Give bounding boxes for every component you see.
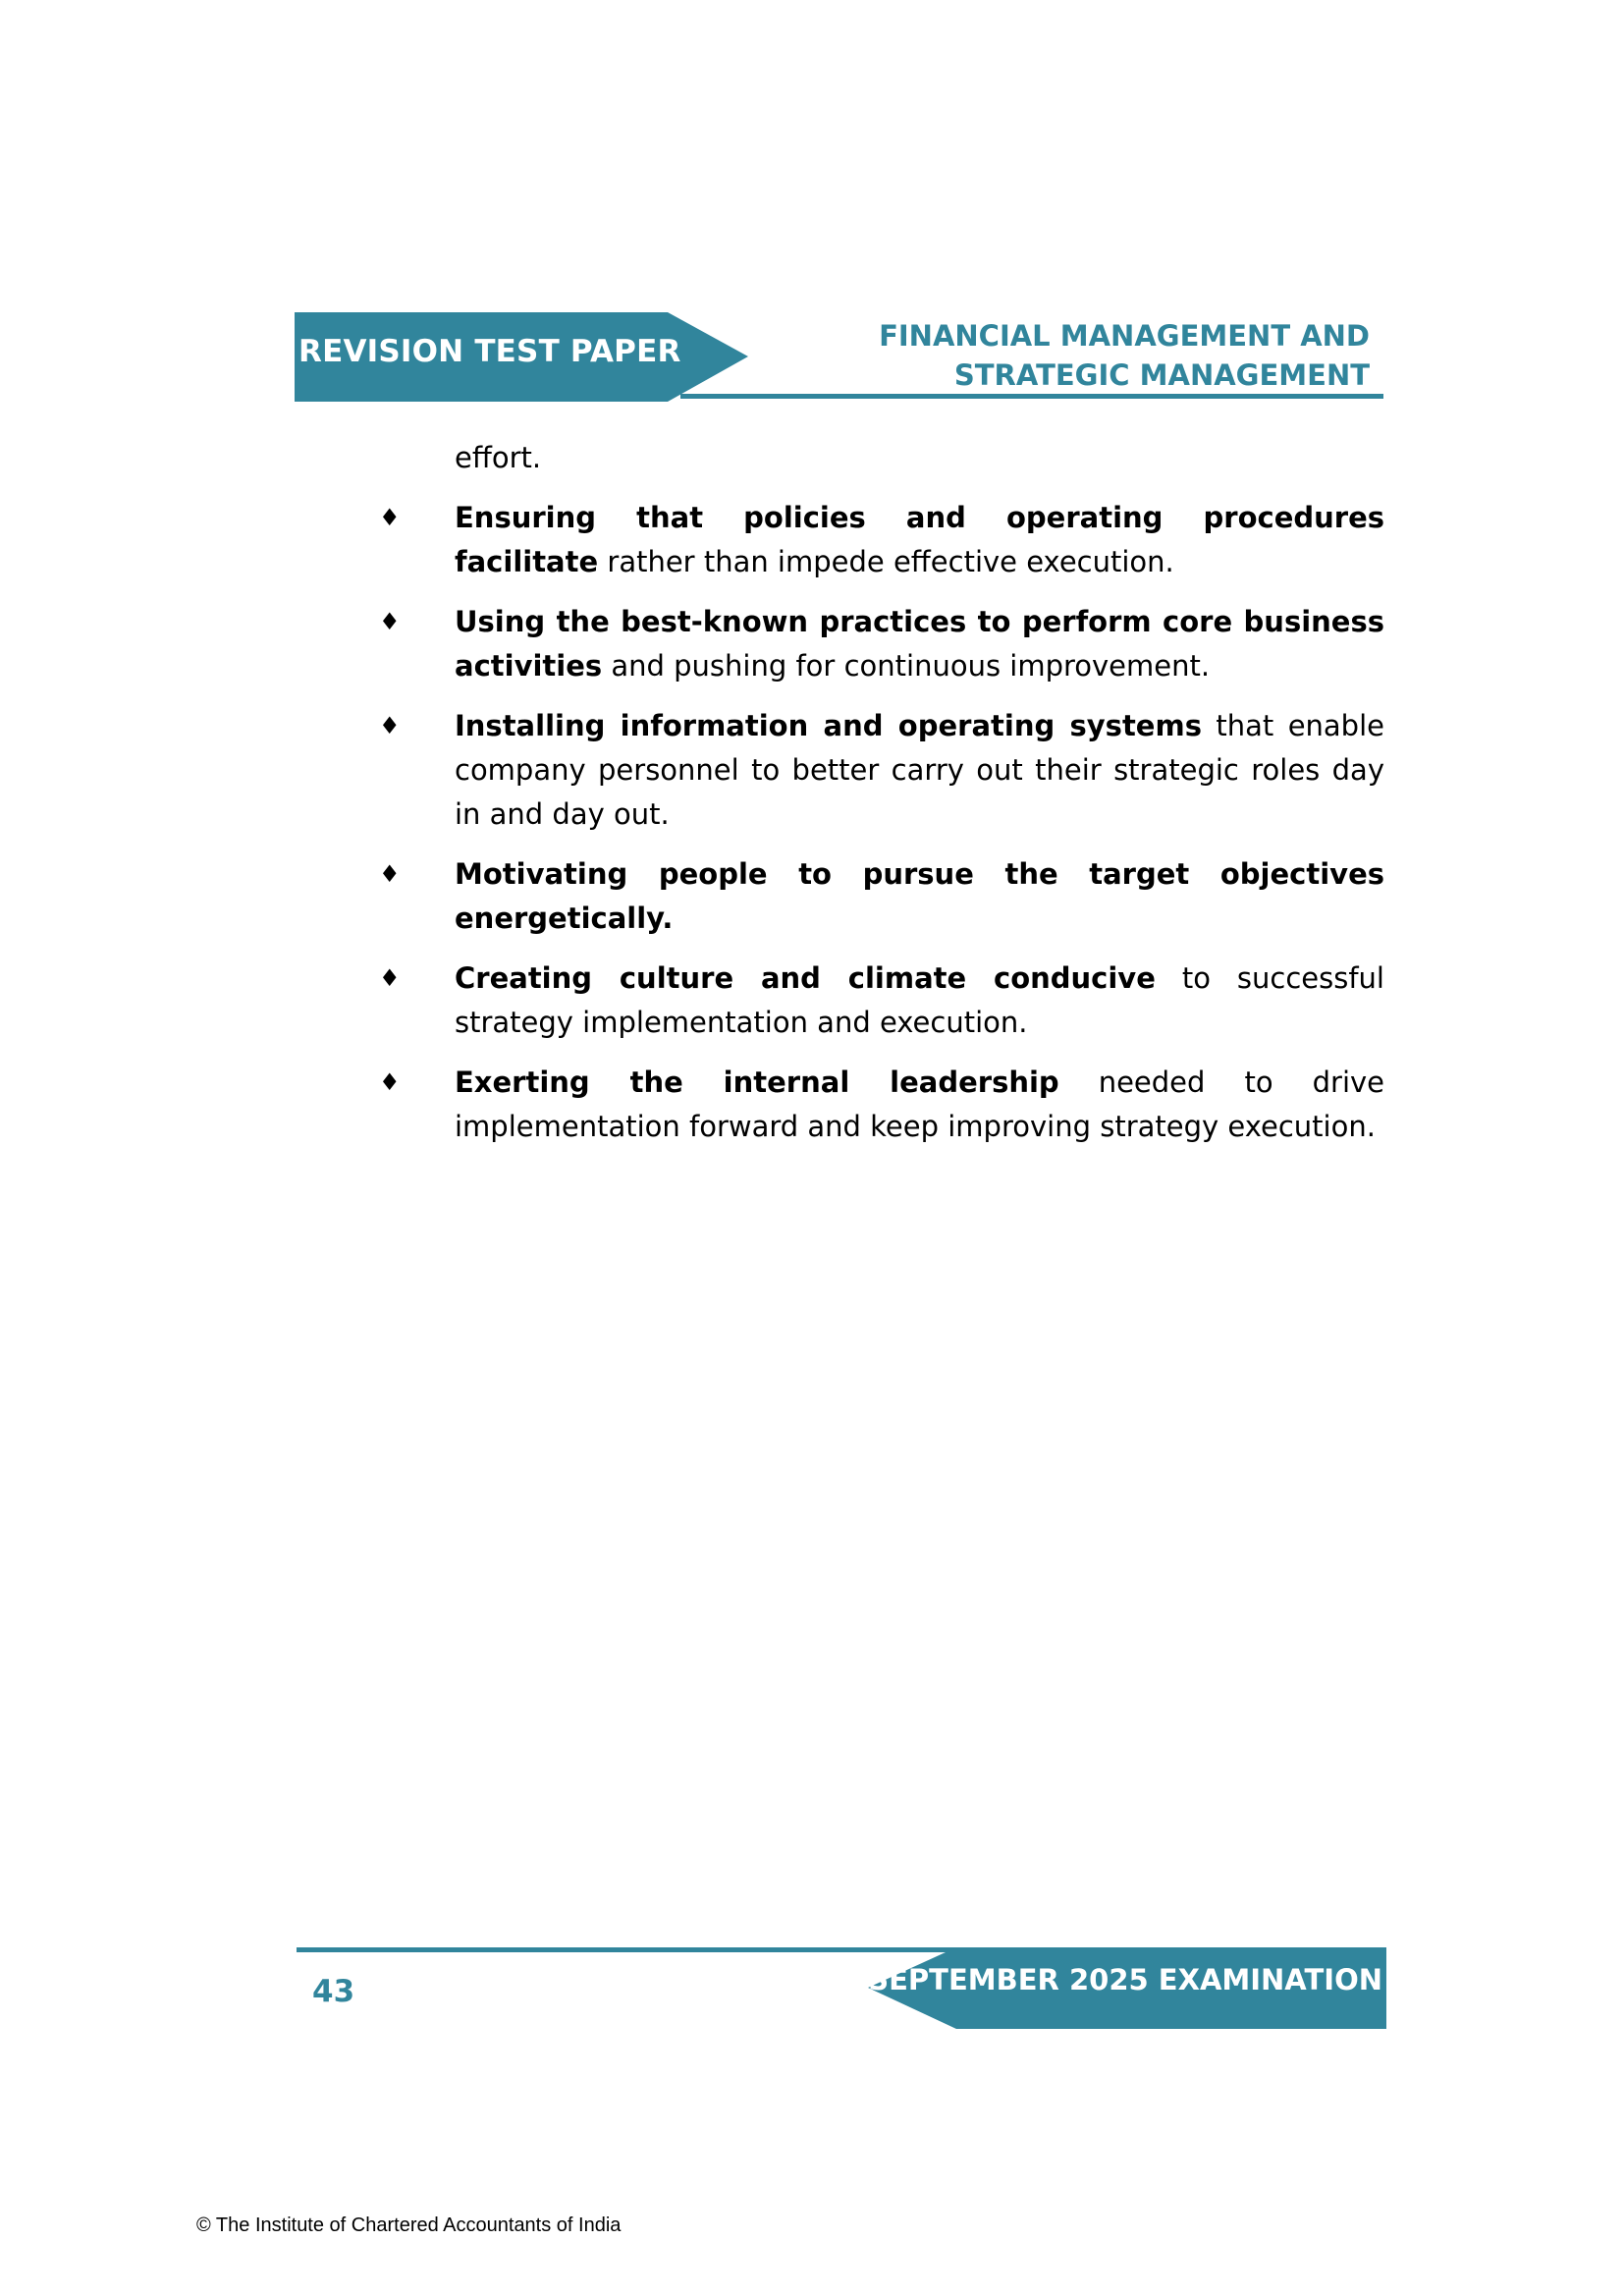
continuation-text: effort.: [455, 441, 542, 474]
list-item: [373, 957, 1384, 1045]
diamond-bullet-icon: ♦: [379, 964, 401, 992]
diamond-bullet-icon: ♦: [379, 608, 401, 635]
header-banner: [295, 312, 748, 402]
list-item-bold: Motivating people to pursue the target objectives energetically.: [455, 857, 1384, 935]
footer-banner: [868, 1947, 1386, 2029]
list-item-bold: Installing information and operating systems: [455, 709, 1202, 742]
list-item-bold: Exerting the internal leadership: [455, 1066, 1059, 1099]
list-item-text: needed to drive implementation forward and keep improving strategy execution.: [455, 1066, 1384, 1143]
diamond-bullet-icon: ♦: [379, 712, 401, 739]
list-item-text: to successful strategy implementation and execution.: [455, 961, 1384, 1039]
header-subject-title: [879, 316, 1370, 395]
diamond-bullet-icon: ♦: [379, 504, 401, 531]
list-item-text: that enable company personnel to better carry out their strategic roles day in and day out.: [455, 709, 1384, 831]
list-item: [373, 600, 1384, 688]
header-rule: [680, 394, 1383, 399]
footer-exam-label: SEPTEMBER 2025 EXAMINATION: [868, 1963, 1382, 1996]
list-item-bold: Using the best-known practices to perform core business activities: [455, 605, 1384, 683]
list-item-bold: Creating culture and climate conducive: [455, 961, 1156, 995]
list-item: [373, 1061, 1384, 1149]
header-subject-line2: STRATEGIC MANAGEMENT: [953, 358, 1370, 392]
list-item: [373, 852, 1384, 941]
page-number: 43: [312, 1974, 355, 2009]
diamond-bullet-icon: ♦: [379, 860, 401, 888]
header-banner-label: REVISION TEST PAPER: [298, 334, 681, 369]
copyright-notice: © The Institute of Chartered Accountants of India: [196, 2214, 622, 2236]
list-item-text: and pushing for continuous improvement.: [602, 649, 1211, 683]
list-item-bold: Ensuring that policies and operating procedures facilitate: [455, 501, 1384, 578]
page-body: [373, 436, 1384, 1165]
list-item-text: rather than impede effective execution.: [598, 545, 1174, 578]
header-subject-line1: FINANCIAL MANAGEMENT AND: [879, 319, 1370, 353]
list-item: [373, 704, 1384, 837]
list-item: [373, 496, 1384, 584]
diamond-bullet-icon: ♦: [379, 1068, 401, 1096]
